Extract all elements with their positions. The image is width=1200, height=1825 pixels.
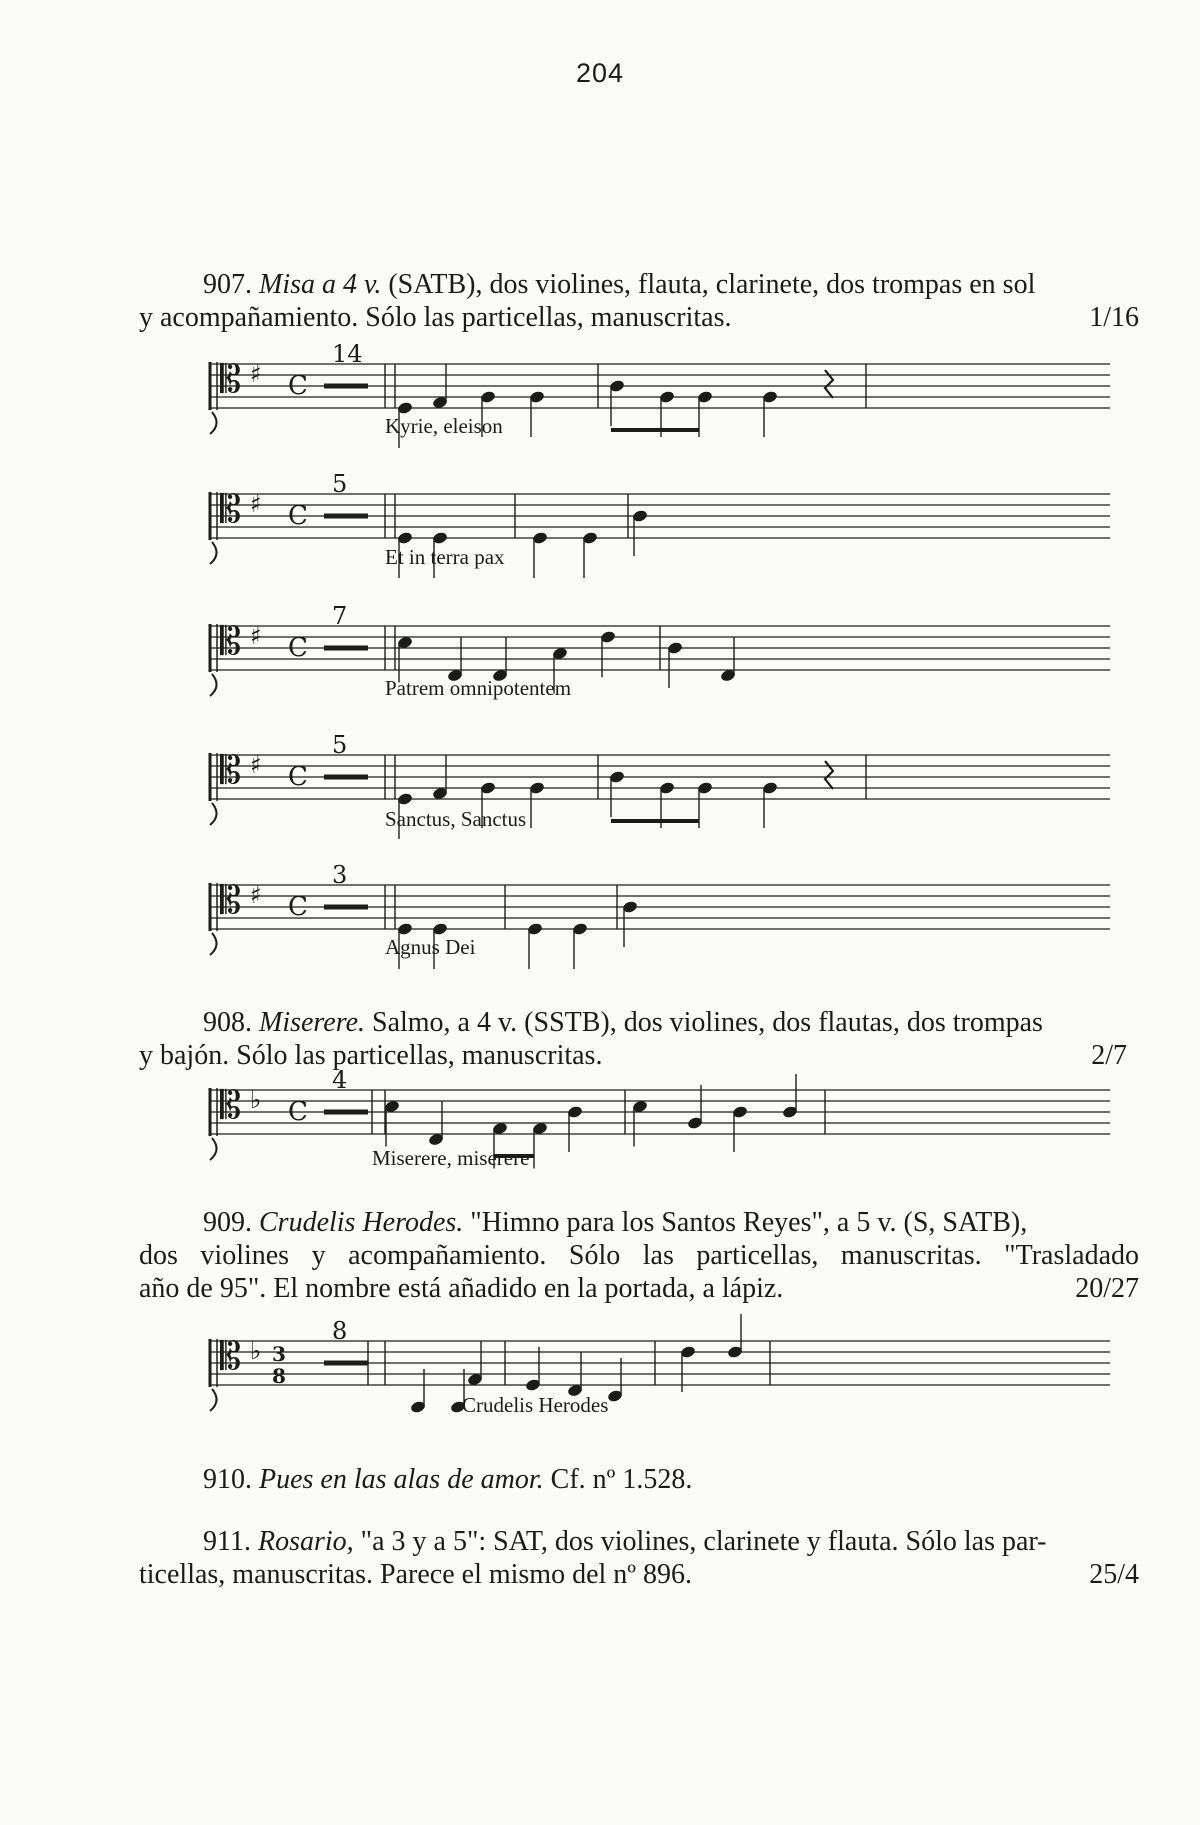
key-signature-icon: ♯ [250,490,262,518]
entry-description: "Himno para los Santos Reyes", a 5 v. (S, SATB), [463,1207,1028,1238]
quarter-rest-icon [825,761,833,789]
entry-907-line-1 [139,268,1139,301]
catalog-reference: 1/16 [1089,302,1139,333]
c-clef-icon: 𝄡 [220,878,242,922]
entry-909 [139,1206,1139,1305]
entry-number: 907. [203,269,252,300]
entry-description-end: y bajón. Sólo las particellas, manuscritas. [139,1040,603,1071]
time-signature: C [288,371,308,401]
entry-909-last-line [139,1272,1139,1305]
entry-909-line-1 [139,1206,1139,1239]
page-number: 204 [575,58,625,88]
catalog-reference: 20/27 [1075,1273,1139,1304]
key-signature-icon: ♯ [250,751,262,779]
staff-svg [0,470,1200,602]
incipit-lyric: Agnus Dei [385,935,476,959]
key-signature-icon: ♭ [250,1337,262,1365]
entry-910-line-1 [139,1463,1139,1496]
entry-911-line-1 [139,1525,1139,1558]
time-signature: C [288,1097,308,1127]
entry-910 [139,1463,1139,1496]
c-clef-icon: 𝄡 [220,619,242,663]
rest-measure-count: 3 [332,861,348,889]
key-signature-icon: ♯ [250,622,262,650]
staff-svg [0,1066,1200,1202]
clef-tail [210,674,217,696]
entry-908 [139,1006,1139,1072]
entry-title: Miserere. [259,1007,365,1038]
staff-svg [0,731,1200,863]
incipit-lyric: Kyrie, eleison [385,414,503,438]
time-signature: C [288,892,308,922]
rest-measure-count: 14 [332,340,363,368]
entry-number: 908. [203,1007,252,1038]
entry-908-line-1 [139,1006,1139,1039]
incipit-lyric: Miserere, miserere [372,1146,530,1170]
staff-svg [0,1315,1200,1445]
time-signature: C [288,633,308,663]
entry-number: 909. [203,1207,252,1238]
time-signature-bottom: 8 [272,1364,286,1388]
entry-title: Rosario, [257,1526,354,1557]
time-signature: C [288,501,308,531]
c-clef-icon: 𝄡 [220,1083,242,1127]
clef-tail [210,933,217,955]
c-clef-icon: 𝄡 [220,1334,242,1378]
entry-911-last-line [139,1558,1139,1591]
clef-tail [210,542,217,564]
entry-907 [139,268,1139,334]
entry-907-last-line [139,301,1139,334]
key-signature-icon: ♯ [250,360,262,388]
key-signature-icon: ♭ [250,1086,262,1114]
entry-description-end: ticellas, manuscritas. Parece el mismo del nº 896. [139,1559,692,1590]
c-clef-icon: 𝄡 [220,748,242,792]
incipit-lyric: Crudelis Herodes [462,1393,609,1417]
entry-title: Crudelis Herodes. [259,1207,464,1238]
time-signature: C [288,762,308,792]
entry-title: Pues en las alas de amor. [259,1464,544,1495]
clef-tail [210,803,217,825]
c-clef-icon: 𝄡 [220,487,242,531]
entry-911 [139,1525,1139,1591]
note-beam [611,428,699,432]
rest-measure-count: 5 [332,470,348,498]
incipit-lyric: Sanctus, Sanctus [385,807,527,831]
rest-measure-count: 8 [332,1317,348,1345]
key-signature-icon: ♯ [250,881,262,909]
entry-908-last-line [139,1039,1139,1072]
rest-measure-count: 4 [332,1066,348,1094]
entry-description-end: y acompañamiento. Sólo las particellas, manuscritas. [139,302,732,333]
catalog-reference: 2/7 [1091,1040,1127,1071]
entry-number: 911. [203,1526,251,1557]
clef-tail [210,1389,217,1411]
catalog-reference: 25/4 [1089,1559,1139,1590]
incipit-lyric: Et in terra pax [385,545,505,569]
entry-description-end: año de 95". El nombre está añadido en la portada, a lápiz. [139,1273,784,1304]
incipit-lyric: Patrem omnipotentem [385,676,572,700]
rest-measure-count: 7 [332,602,348,630]
quarter-rest-icon [825,370,833,398]
staff-svg [0,602,1200,734]
entry-title: Misa a 4 v. [259,269,382,300]
staff-svg [0,861,1200,993]
note-beam [611,819,699,823]
staff-svg [0,340,1200,472]
clef-tail [210,412,217,434]
time-signature-top: 3 [272,1342,286,1366]
entry-description: Cf. nº 1.528. [543,1464,693,1495]
clef-tail [210,1138,217,1160]
entry-description: (SATB), dos violines, flauta, clarinete, dos trompas en sol [381,269,1036,300]
entry-number: 910. [203,1464,252,1495]
rest-measure-count: 5 [332,731,348,759]
entry-909-line-2: dos violines y acompañamiento. Sólo las particellas, manuscritas. "Trasladado [139,1240,1139,1271]
entry-description: Salmo, a 4 v. (SSTB), dos violines, dos flautas, dos trompas [365,1007,1043,1038]
entry-description: "a 3 y a 5": SAT, dos violines, clarinete y flauta. Sólo las par- [353,1526,1047,1557]
c-clef-icon: 𝄡 [220,357,242,401]
